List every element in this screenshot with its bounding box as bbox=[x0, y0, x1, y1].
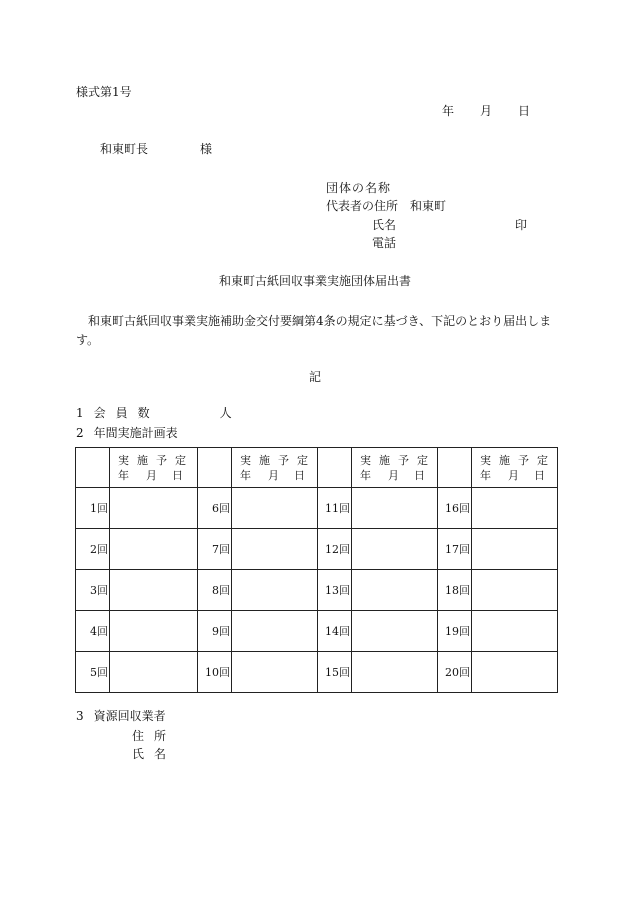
date-entry-cell[interactable] bbox=[472, 611, 558, 652]
date-entry-cell[interactable] bbox=[232, 611, 318, 652]
addressee-name: 和東町長 bbox=[100, 142, 149, 156]
session-number: 13回 bbox=[318, 570, 352, 611]
session-number: 6回 bbox=[198, 488, 232, 529]
session-number: 17回 bbox=[438, 529, 472, 570]
session-number: 19回 bbox=[438, 611, 472, 652]
date-line bbox=[442, 104, 530, 118]
date-entry-cell[interactable] bbox=[472, 652, 558, 693]
header-blank-cell bbox=[198, 448, 232, 488]
header-cell: 実施予定 年 月 日 bbox=[472, 448, 558, 488]
table-row bbox=[76, 611, 558, 652]
session-number: 10回 bbox=[198, 652, 232, 693]
header-blank-cell bbox=[76, 448, 110, 488]
session-number: 12回 bbox=[318, 529, 352, 570]
session-number: 8回 bbox=[198, 570, 232, 611]
date-entry-cell[interactable] bbox=[110, 570, 198, 611]
date-entry-cell[interactable] bbox=[110, 611, 198, 652]
date-entry-cell[interactable] bbox=[472, 529, 558, 570]
org-address-label: 代表者の住所 bbox=[326, 199, 399, 213]
body-paragraph: 和東町古紙回収事業実施補助金交付要綱第4条の規定に基づき、下記のとおり届出します。 bbox=[76, 314, 552, 347]
org-address-row bbox=[326, 199, 446, 213]
addressee bbox=[100, 142, 212, 156]
date-month: 月 bbox=[480, 104, 493, 118]
date-entry-cell[interactable] bbox=[352, 570, 438, 611]
session-number: 5回 bbox=[76, 652, 110, 693]
item-collector bbox=[76, 709, 166, 723]
header-blank-cell bbox=[318, 448, 352, 488]
date-entry-cell[interactable] bbox=[352, 652, 438, 693]
rep-phone-row bbox=[372, 236, 396, 250]
date-entry-cell[interactable] bbox=[352, 611, 438, 652]
seal-mark: 印 bbox=[515, 218, 528, 232]
date-entry-cell[interactable] bbox=[110, 652, 198, 693]
rep-phone-label: 電話 bbox=[372, 236, 397, 250]
item1-unit: 人 bbox=[219, 406, 232, 420]
form-number: 様式第1号 bbox=[76, 85, 132, 99]
header-blank-cell bbox=[438, 448, 472, 488]
date-entry-cell[interactable] bbox=[232, 652, 318, 693]
date-entry-cell[interactable] bbox=[472, 570, 558, 611]
date-entry-cell[interactable] bbox=[110, 529, 198, 570]
item1-number: 1 bbox=[76, 406, 84, 420]
session-number: 14回 bbox=[318, 611, 352, 652]
rep-name-row bbox=[372, 218, 528, 232]
item2-label: 年間実施計画表 bbox=[93, 426, 178, 440]
schedule-table bbox=[75, 447, 558, 693]
session-number: 3回 bbox=[76, 570, 110, 611]
collector-name-label: 氏名 bbox=[132, 747, 177, 761]
date-entry-cell[interactable] bbox=[232, 529, 318, 570]
table-row bbox=[76, 652, 558, 693]
session-number: 9回 bbox=[198, 611, 232, 652]
header-cell: 実施予定 年 月 日 bbox=[110, 448, 198, 488]
header-cell: 実施予定 年 月 日 bbox=[352, 448, 438, 488]
date-entry-cell[interactable] bbox=[232, 570, 318, 611]
table-row bbox=[76, 488, 558, 529]
addressee-honorific: 様 bbox=[200, 142, 213, 156]
date-entry-cell[interactable] bbox=[472, 488, 558, 529]
date-entry-cell[interactable] bbox=[110, 488, 198, 529]
session-number: 15回 bbox=[318, 652, 352, 693]
date-year: 年 bbox=[442, 104, 455, 118]
header-cell: 実施予定 年 月 日 bbox=[232, 448, 318, 488]
item-schedule bbox=[76, 426, 178, 440]
document-title: 和東町古紙回収事業実施団体届出書 bbox=[218, 274, 411, 288]
table-row bbox=[76, 570, 558, 611]
schedule-header-row bbox=[76, 448, 558, 488]
session-number: 1回 bbox=[76, 488, 110, 529]
session-number: 18回 bbox=[438, 570, 472, 611]
date-entry-cell[interactable] bbox=[232, 488, 318, 529]
collector-address-label: 住所 bbox=[132, 729, 177, 743]
date-day: 日 bbox=[518, 104, 531, 118]
session-number: 4回 bbox=[76, 611, 110, 652]
session-number: 11回 bbox=[318, 488, 352, 529]
item3-label: 資源回収業者 bbox=[93, 709, 166, 723]
org-name-row bbox=[326, 181, 410, 195]
rep-name-label: 氏名 bbox=[372, 218, 397, 232]
date-entry-cell[interactable] bbox=[352, 529, 438, 570]
session-number: 16回 bbox=[438, 488, 472, 529]
item2-number: 2 bbox=[76, 426, 84, 440]
org-name-label: 団体の名称 bbox=[326, 181, 392, 195]
date-entry-cell[interactable] bbox=[352, 488, 438, 529]
org-address-value: 和東町 bbox=[410, 199, 447, 213]
ki-heading: 記 bbox=[308, 370, 321, 384]
table-row bbox=[76, 529, 558, 570]
item3-number: 3 bbox=[76, 709, 84, 723]
session-number: 20回 bbox=[438, 652, 472, 693]
session-number: 2回 bbox=[76, 529, 110, 570]
session-number: 7回 bbox=[198, 529, 232, 570]
item-members bbox=[76, 406, 232, 420]
item1-label: 会員数 bbox=[93, 406, 160, 420]
